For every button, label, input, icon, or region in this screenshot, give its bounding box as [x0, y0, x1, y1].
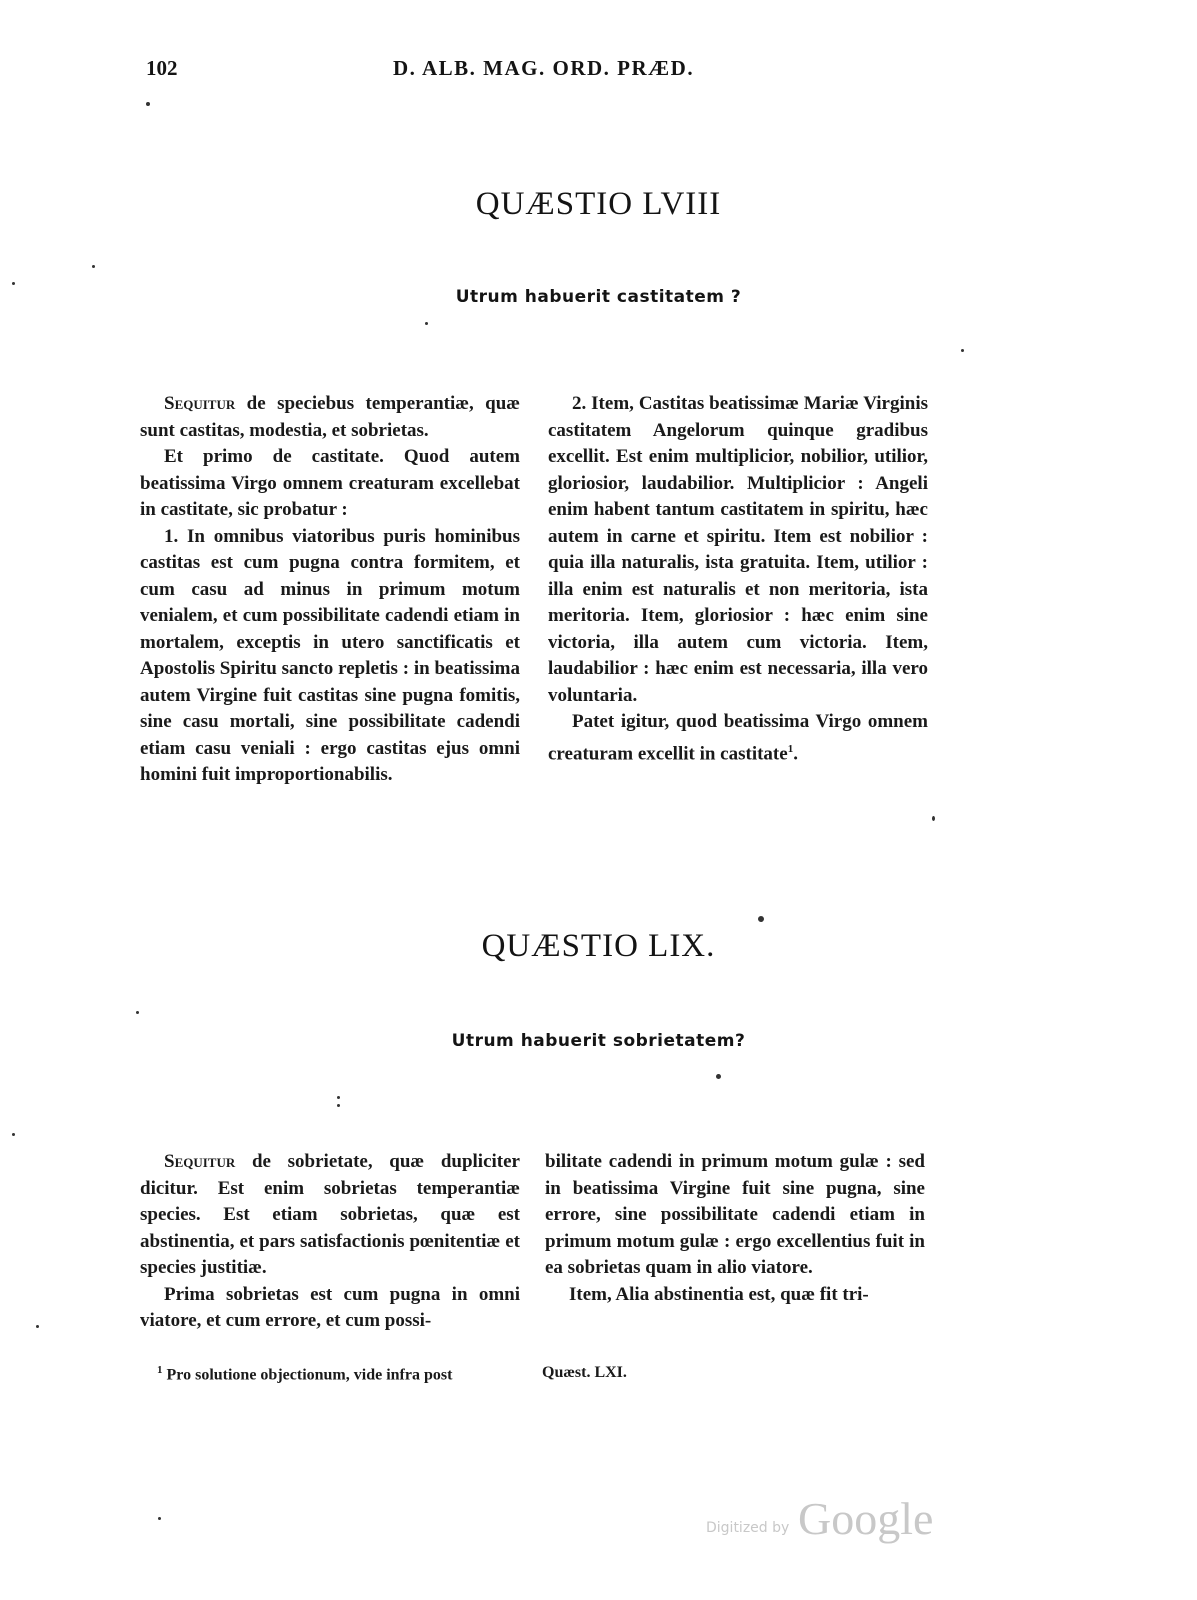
scan-speck: [716, 1074, 721, 1079]
paragraph: Patet igitur, quod beatissima Virgo omnem creaturam excellit in castitate$^1$.: [548, 711, 928, 764]
initial-word: Sequitur: [164, 1151, 236, 1172]
watermark-prefix: Digitized by: [706, 1520, 790, 1536]
quaestio-58-subtitle: Utrum habuerit castitatem ?: [455, 287, 742, 307]
scan-speck: [932, 816, 935, 821]
scan-speck: [12, 282, 15, 285]
footnote-reference: 1: [787, 742, 794, 755]
initial-word: Sequitur: [164, 393, 236, 414]
digitized-watermark: [706, 1493, 951, 1546]
paragraph: Prima sobrietas est cum pugna in omni viatore, et cum errore, et cum possi-: [140, 1283, 520, 1331]
quaestio-58-left-column: [140, 391, 520, 789]
paragraph: Item, Alia abstinentia est, quæ fit tri-: [569, 1283, 869, 1305]
scan-speck: [425, 322, 428, 325]
footnote-right: Quæst. LXI.: [542, 1364, 627, 1381]
paragraph: 2. Item, Castitas beatissimæ Mariæ Virginis castitatem Angelorum quinque gradibus excellit. Est enim multiplicior, nobilior, utilior, gloriosior, laudabilior. Multiplicior : Angeli enim habent tantum castitatem in spiritu, hæc autem in carne et spiritu. Item est nobilior : quia illa naturalis, ista gratuita. Item, utilior : illa enim est naturalis et non meritoria, ista meritoria. Item, gloriosior : hæc enim sine victoria, illa autem cum victoria. Item, laudabilior : hæc enim est necessaria, illa vero voluntaria.: [548, 393, 928, 706]
page-number: 102: [146, 56, 178, 80]
running-head-title: D. ALB. MAG. ORD. PRÆD.: [393, 56, 695, 80]
scan-speck: [36, 1325, 39, 1328]
scan-speck: [136, 1011, 139, 1014]
quaestio-59-subtitle: Utrum habuerit sobrietatem?: [451, 1031, 746, 1051]
paragraph: Et primo de castitate. Quod autem beatissima Virgo omnem creaturam excellebat in castitate, sic probatur :: [140, 446, 520, 520]
quaestio-59-left-column: [140, 1149, 520, 1335]
scan-speck: [12, 1133, 15, 1136]
footnote-left: [157, 1364, 452, 1384]
quaestio-59-right-column: [545, 1149, 925, 1308]
footnote-text: Pro solutione objectionum, vide infra post: [166, 1366, 453, 1384]
paragraph: bilitate cadendi in primum motum gulæ : sed in beatissima Virgine fuit sine pugna, sine errore, sine possibilitate cadendi etiam in primum motum gulæ : ergo excellentius fuit in ea sobrietas quam in alio viatore.: [545, 1151, 925, 1278]
watermark-brand-logo: Google: [798, 1493, 934, 1544]
paragraph: 1. In omnibus viatoribus puris hominibus castitas est cum pugna contra formitem, et cum casu ad minus in primum motum venialem, et cum possibilitate cadendi etiam in mortalem, exceptis in utero sanctificatis et Apostolis Spiritu sancto repletis : in beatissima autem Virgine fuit castitas sine pugna fomitis, sine casu mortali, sine possibilitate cadendi etiam casu veniali : ergo castitas ejus omni homini fuit improportionabilis.: [140, 525, 520, 785]
scan-speck: [337, 1104, 340, 1107]
quaestio-59-title: QUÆSTIO LIX.: [481, 928, 716, 964]
scan-speck: [158, 1517, 161, 1520]
scan-speck: [92, 265, 95, 268]
footnote-mark: 1: [157, 1364, 163, 1376]
scan-speck: [758, 916, 764, 922]
paragraph: Sequitur de speciebus temperantiæ, quæ sunt castitas, modestia, et sobrietas.: [140, 393, 520, 441]
scan-speck: [961, 349, 964, 352]
quaestio-58-title: QUÆSTIO LVIII: [475, 186, 722, 222]
quaestio-58-right-column: [548, 391, 928, 767]
scan-speck: [337, 1096, 340, 1099]
scan-speck: [146, 102, 150, 106]
paragraph: Sequitur de sobrietate, quæ dupliciter dicitur. Est enim sobrietas temperantiæ species. Est etiam sobrietas, quæ est abstinentia, et pars satisfactionis pœnitentiæ et species justitiæ.: [140, 1151, 520, 1278]
running-head: [0, 56, 1197, 86]
